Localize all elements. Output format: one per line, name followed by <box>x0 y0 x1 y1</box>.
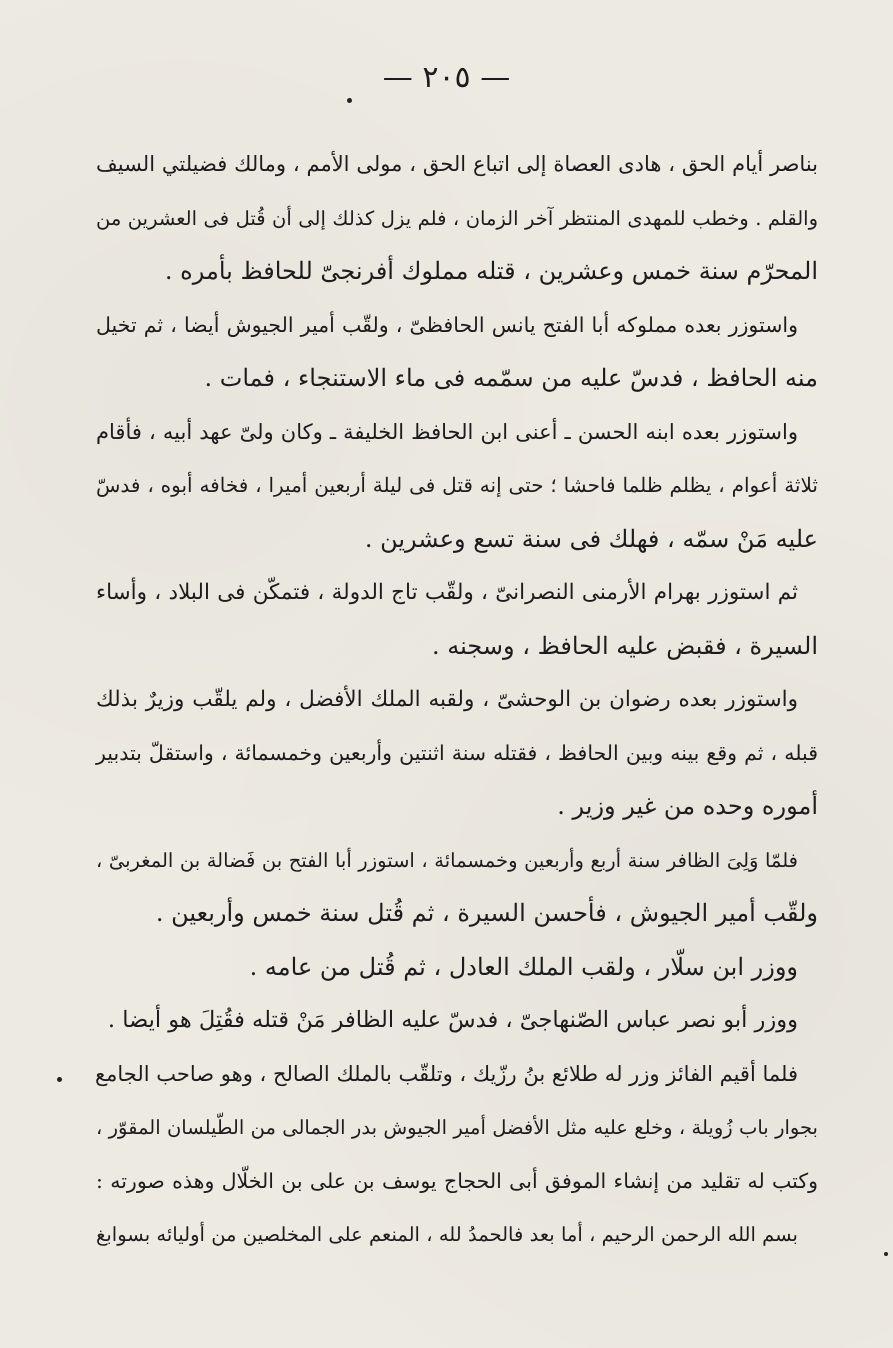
text-line: ثلاثة أعوام ، يظلم ظلما فاحشا ؛ حتى إنه قتل فى ليلة أربعين أميرا ، فخافه أبوه ، فدسّ <box>96 473 818 497</box>
text-line: واستوزر بعده مملوكه أبا الفتح يانس الحافظىّ ، ولقّب أمير الجيوش أيضا ، ثم تخيل <box>96 312 798 337</box>
decorative-dot <box>347 98 352 103</box>
text-line: واستوزر بعده ابنه الحسن ـ أعنى ابن الحافظ الخليفة ـ وكان ولىّ عهد أبيه ، فأقام <box>96 419 798 444</box>
text-line: بجوار باب زُويلة ، وخلع عليه مثل الأفضل أمير الجيوش بدر الجمالى من الطّيلسان المقوّر ، <box>96 1116 818 1139</box>
text-line: فلما أقيم الفائز وزر له طلائع بنُ رزّيك ، وتلقّب بالملك الصالح ، وهو صاحب الجامع <box>94 1061 798 1086</box>
text-line: والقلم . وخطب للمهدى المنتظر آخر الزمان ، فلم يزل كذلك إلى أن قُتل فى العشرين من <box>96 206 818 230</box>
text-line: عليه مَنْ سمّه ، فهلك فى سنة تسع وعشرين . <box>364 524 818 553</box>
body-text <box>96 138 818 1262</box>
text-line: بسم الله الرحمن الرحيم ، أما بعد فالحمدُ لله ، المنعم على المخلصين من أوليائه بسوابغ <box>96 1223 798 1246</box>
text-line: فلمّا وَلِىَ الظافر سنة أربع وأربعين وخمسمائة ، استوزر أبا الفتح بن فَضالة بن المغربىّ ، <box>96 848 798 872</box>
text-line: ولقّب أمير الجيوش ، فأحسن السيرة ، ثم قُتل سنة خمس وأربعين . <box>155 899 818 927</box>
margin-mark <box>884 1252 888 1256</box>
margin-mark <box>57 1077 62 1082</box>
text-line: أموره وحده من غير وزير . <box>557 792 818 820</box>
text-line: بناصر أيام الحق ، هادى العصاة إلى اتباع الحق ، مولى الأمم ، ومالك فضيلتي السيف <box>96 152 818 176</box>
text-line: منه الحافظ ، فدسّ عليه من سمّمه فى ماء الاستنجاء ، فمات . <box>204 364 818 392</box>
text-line: قبله ، ثم وقع بينه وبين الحافظ ، فقتله سنة اثنتين وأربعين وخمسمائة ، واستقلّ بتدبير <box>96 740 818 765</box>
text-line: السيرة ، فقبض عليه الحافظ ، وسجنه . <box>432 631 818 660</box>
text-line: المحرّم سنة خمس وعشرين ، قتله مملوك أفرنجىّ للحافظ بأمره . <box>164 257 818 285</box>
text-line: واستوزر بعده رضوان بن الوحشىّ ، ولقبه الملك الأفضل ، ولم يلقّب وزيرٌ بذلك <box>96 687 798 712</box>
text-line: وكتب له تقليد من إنشاء الموفق أبى الحجاج يوسف بن على بن الخلّال وهذه صورته : <box>96 1168 818 1193</box>
page-number: — ٢٠٥ — <box>382 60 511 95</box>
text-line: ووزر ابن سلّار ، ولقب الملك العادل ، ثم قُتل من عامه . <box>249 952 798 981</box>
text-line: ووزر أبو نصر عباس الصّنهاجىّ ، فدسّ عليه الظافر مَنْ قتله فقُتِلَ هو أيضا . <box>107 1007 798 1033</box>
text-line: ثم استوزر بهرام الأرمنى النصرانىّ ، ولقّب تاج الدولة ، فتمكّن فى البلاد ، وأساء <box>96 580 798 605</box>
